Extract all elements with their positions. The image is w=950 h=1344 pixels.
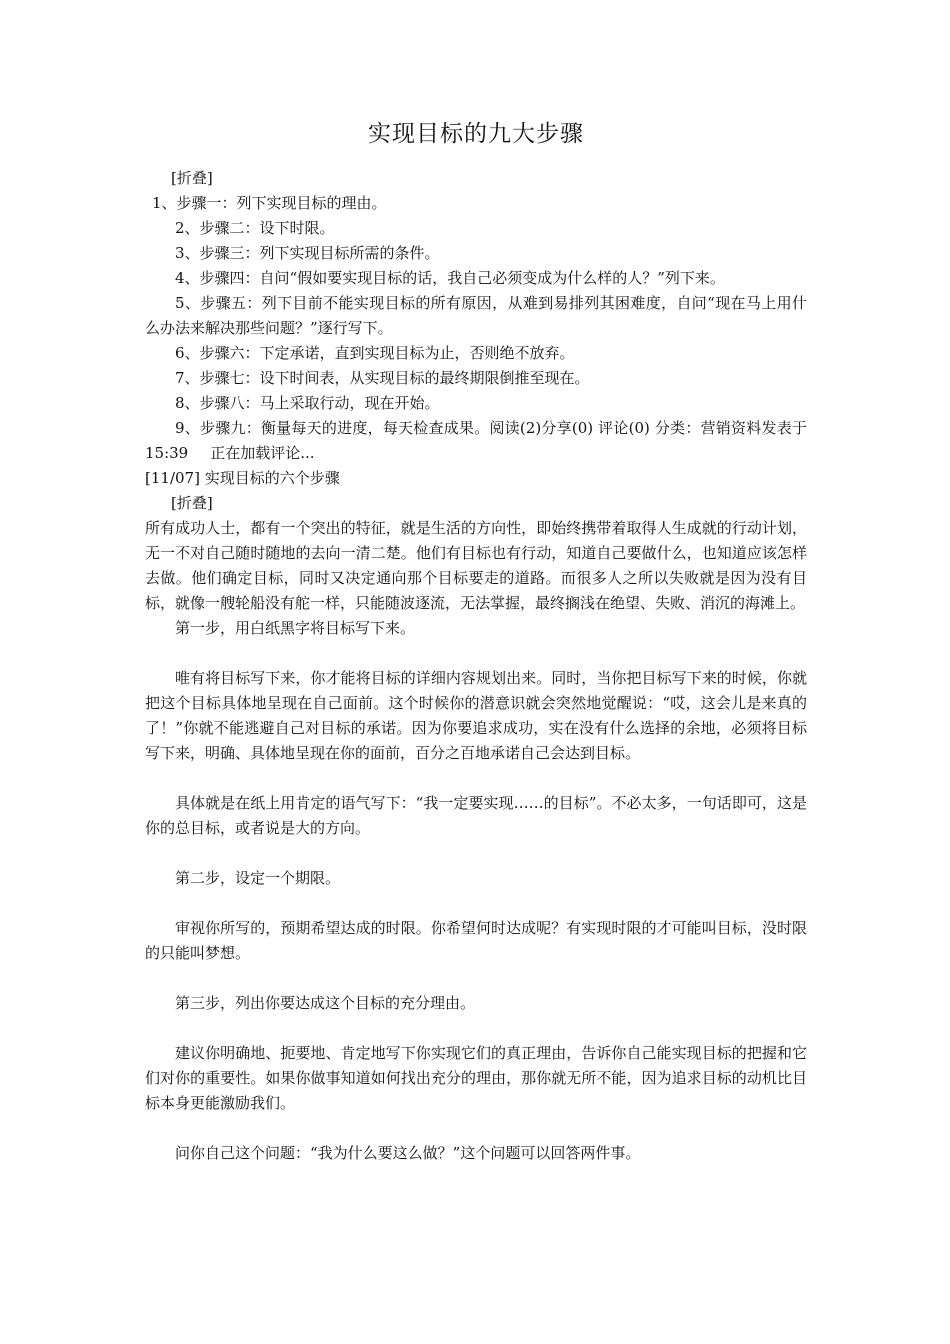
spacer xyxy=(145,1116,807,1141)
step-item: 7、步骤七：设下时间表，从实现目标的最终期限倒推至现在。 xyxy=(175,369,590,387)
step-item: 6、步骤六：下定承诺，直到实现目标为止，否则绝不放弃。 xyxy=(175,344,575,362)
step-item-with-meta xyxy=(145,416,807,466)
step3-question: 问你自己这个问题：“我为什么要这么做？”这个问题可以回答两件事。 xyxy=(175,1144,641,1162)
share-count[interactable]: 分享(0) xyxy=(541,419,594,437)
step-item: 1、步骤一：列下实现目标的理由。 xyxy=(152,194,387,212)
step1-paragraph: 唯有将目标写下来，你才能将目标的详细内容规划出来。同时，当你把目标写下来的时候，你就把这个目标具体地呈现在自己面前。这个时候你的潜意识就会突然地觉醒说：“哎，这会儿是来真的了！”你就不能逃避自己对目标的承诺。因为你要追求成功，实在没有什么选择的余地，必须将目标写下来，明确、具体地呈现在你的面前，百分之百地承诺自己会达到目标。 xyxy=(145,669,807,762)
step2-paragraph: 审视你所写的，预期希望达成的时限。你希望何时达成呢？有实现时限的才可能叫目标，没时限的只能叫梦想。 xyxy=(145,919,807,962)
comment-count[interactable]: 评论(0) xyxy=(598,419,650,437)
step1-heading: 第一步，用白纸黑字将目标写下来。 xyxy=(175,619,416,637)
step-item: 9、步骤九：衡量每天的进度，每天检查成果。 xyxy=(175,419,490,437)
page-title: 实现目标的九大步骤 xyxy=(368,121,584,147)
spacer xyxy=(145,641,807,666)
fold-toggle[interactable]: [折叠] xyxy=(171,494,213,512)
step-item: 3、步骤三：列下实现目标所需的条件。 xyxy=(175,244,440,262)
step2-heading: 第二步，设定一个期限。 xyxy=(175,869,341,887)
next-post-heading[interactable]: [11/07] 实现目标的六个步骤 xyxy=(145,469,340,487)
comments-loading: 正在加载评论... xyxy=(210,444,315,462)
publish-time: 发表于 15:39 xyxy=(145,419,807,462)
spacer xyxy=(145,1016,807,1041)
category-label[interactable]: 分类：营销资料 xyxy=(654,419,762,437)
step-item: 8、步骤八：马上采取行动，现在开始。 xyxy=(175,394,440,412)
spacer xyxy=(145,966,807,991)
read-count[interactable]: 阅读(2) xyxy=(489,419,542,437)
step-item: 2、步骤二：设下时限。 xyxy=(175,219,335,237)
step1-paragraph: 具体就是在纸上用肯定的语气写下：“我一定要实现……的目标”。不必太多，一句话即可，这是你的总目标，或者说是大的方向。 xyxy=(145,794,807,837)
step-item: 5、步骤五：列下目前不能实现目标的所有原因，从难到易排列其困难度，自问“现在马上用什么办法来解决那些问题？”逐行写下。 xyxy=(145,294,807,337)
fold-toggle[interactable]: [折叠] xyxy=(171,169,213,187)
step-item: 4、步骤四：自问“假如要实现目标的话，我自己必须变成为什么样的人？”列下来。 xyxy=(175,269,725,287)
step3-heading: 第三步，列出你要达成这个目标的充分理由。 xyxy=(175,994,476,1012)
spacer xyxy=(145,891,807,916)
article-body xyxy=(145,166,807,1166)
step3-paragraph: 建议你明确地、扼要地、肯定地写下你实现它们的真正理由，告诉你自己能实现目标的把握和它们对你的重要性。如果你做事知道如何找出充分的理由，那你就无所不能，因为追求目标的动机比目标本身更能激励我们。 xyxy=(145,1044,807,1112)
spacer xyxy=(145,841,807,866)
intro-paragraph: 所有成功人士，都有一个突出的特征，就是生活的方向性，即始终携带着取得人生成就的行动计划，无一不对自己随时随地的去向一清二楚。他们有目标也有行动，知道自己要做什么，也知道应该怎样去做。他们确定目标，同时又决定通向那个目标要走的道路。而很多人之所以失败就是因为没有目标，就像一艘轮船没有舵一样，只能随波逐流，无法掌握，最终搁浅在绝望、失败、消沉的海滩上。 xyxy=(145,519,807,612)
spacer xyxy=(145,766,807,791)
